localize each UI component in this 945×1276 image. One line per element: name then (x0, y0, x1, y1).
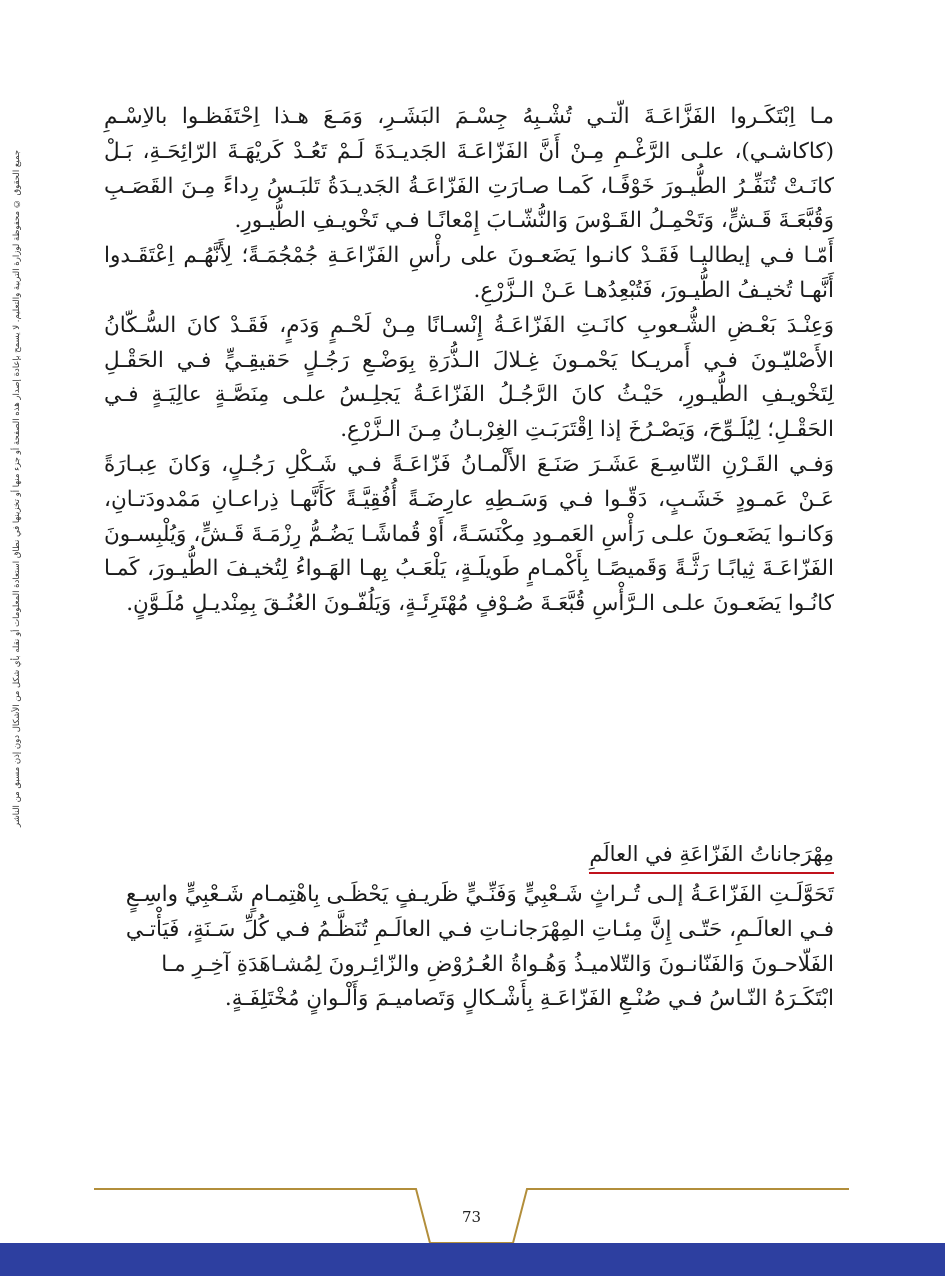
bottom-color-band (0, 1243, 945, 1276)
page-number: 73 (461, 1208, 482, 1226)
section-heading: مِهْرَجاناتُ الفَزّاعَةِ في العالَمِ (589, 838, 834, 874)
footer-rule-right (531, 1188, 849, 1190)
paragraph-italy: أَمّـا فـي إيطاليـا فَقَـدْ كانـوا يَضَعـونَ على رأْسِ الفَزّاعَـةِ جُمْجُمَـةً؛ لِأَنَّهُـم اِعْتَقَـدوا أَنَّهـا تُخيـفُ الطُّيـورَ، فَتُبْعِدُهـا عَـنْ الـزَّرْعِ. (104, 243, 834, 303)
festivals-section (104, 878, 834, 1017)
paragraph-human-scarecrow: وَعِنْـدَ بَعْـضِ الشُّـعوبِ كانَـتِ الفَزّاعَـةُ إِنْسـانًا مِـنْ لَحْـمٍ وَدَمٍ، فَقَـدْ كانَ السُّـكّانُ الأَصْليّـونَ فـي أَمريـكا يَحْمـونَ غِـلالَ الـذُّرَةِ بِوَضْـعِ رَجُـلٍ حَقيقِـيٍّ فـي الحَقْـلِ لِتَخْويـفِ الطُّيـورِ، حَيْـثُ كانَ الرَّجُـلُ الفَزّاعَـةُ يَجلِـسُ علـى مِنَصَّـةٍ عالِيَـةٍ فـي الحَقْـلِ؛ لِيُلَـوِّحَ، وَيَصْـرُخَ إذا اِقْتَرَبَـتِ الغِرْبـانُ مِـنَ الـزَّرْعِ. (104, 312, 834, 443)
paragraph-festivals: تَحَوَّلَـتِ الفَزّاعَـةُ إلـى تُـراثٍ شَـعْبِيٍّ وَفَنِّـيٍّ ظَريـفٍ يَحْظَـى بِاهْتِمـامٍ شَـعْبِيٍّ واسِـعٍ فـي العالَـمِ، حَتّـى إِنَّ مِئـاتِ المِهْرَجانـاتِ فـي العالَـمِ تُنَظَّـمُ فـي كُلِّ سَـنَةٍ، فَيَأْتـي الفَلّاحـونَ وَالفَنّانـونَ وَالتّلاميـذُ وَهُـواةُ العُـرُوْضِ والزّائِـرونَ لِمُشـاهَدَةِ آخِـرِ مـا ابْتَكَـرَهُ النّـاسُ فـي صُنْـعِ الفَزّاعَـةِ بِأَشْـكالٍ وَتَصاميـمَ وَأَلْـوانٍ مُخْتَلِفَـةٍ. (125, 882, 834, 1012)
article-body (104, 100, 834, 622)
paragraph-germany: وَفـي القَـرْنِ التّاسِـعَ عَشَـرَ صَنَـعَ الأَلْمـانُ فَزّاعَـةً فـي شَـكْلِ رَجُـلٍ، وَكانَ عِبـارَةً عَـنْ عَمـودٍ خَشَـبٍ، دَقّـوا فـي وَسَـطِهِ عارِضَـةً أُفُقِيَّـةً كَأَنَّهـا ذِراعـانِ مَمْدودَتـانِ، وَكانـوا يَضَعـونَ علـى رَأْسِ العَمـودِ مِكْنَسَـةً، أَوْ قُماشًـا يَضُـمُّ رِزْمَـةَ قَـشٍّ، وَيُلْبِسـونَ الفَزّاعَـةَ ثِيابًـا رَثَّـةً وَقَميصًـا بِأَكْمـامٍ طَويلَـةٍ، يَلْعَـبُ بِهـا الهَـواءُ لِتُخيـفَ الطُّيـورَ، كَمـا كانُـوا يَضَعـونَ علـى الـرَّأْسِ قُبَّعَـةَ صُـوْفٍ مُهْتَرِئَـةٍ، وَيَلُفّـونَ العُنُـقَ بِمِنْديـلٍ مُلَـوَّنٍ. (104, 451, 834, 617)
footer-rule-left (94, 1188, 412, 1190)
paragraph-kakashi: مـا اِبْتَكَـروا الفَزَّاعَـةَ الّتـي تُشْـبِهُ جِسْـمَ البَشَـرِ، وَمَـعَ هـذا اِحْتَفَظـوا بالاِسْـمِ (كاكاشـي)، علـى الرَّغْـمِ مِـنْ أَنَّ الفَزّاعَـةَ الجَديـدَةَ لَـمْ تَعُـدْ كَريْهَـةَ الرّائِحَـةِ، بَـلْ كانَـتْ تُنَفِّـرُ الطُّيـورَ خَوْفًـا، كَمـا صـارَتِ الفَزّاعَـةُ الجَديـدَةُ تَلبَـسُ رِداءً مِـنَ القَصَـبِ وَقُبَّعَـةَ قَـشٍّ، وَتَحْمِـلُ القَـوْسَ وَالنُّشّـابَ إِمْعانًـا فـي تَخْويـفِ الطُّيـورِ. (104, 104, 834, 234)
copyright-side-note: جميع الحقوق © محفوظة لوزارة التربية والتعليم. لا يسمح بإعادة إصدار هذه الصفحة أو جزء منها أو تخزينها في نطاق استعادة المعلومات أو نقله بأي شكل من الأشكال دون إذن مسبق من الناشر (12, 150, 22, 828)
